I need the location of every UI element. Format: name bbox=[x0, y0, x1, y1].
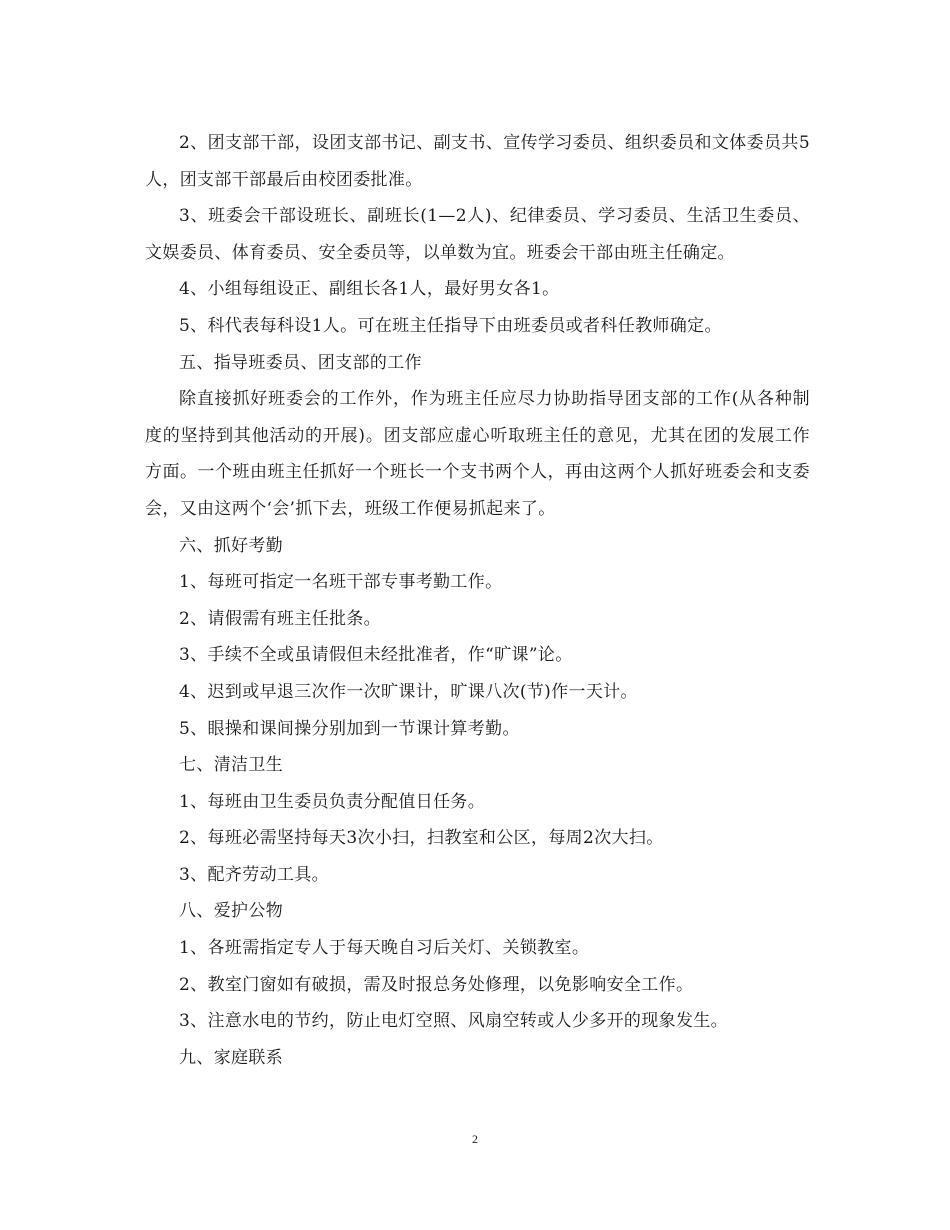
section-heading-cleaning: 七、清洁卫生 bbox=[179, 755, 284, 776]
paragraph-cleaning-2: 2、每班必需坚持每天3次小扫，扫教室和公区，每周2次大扫。 bbox=[179, 828, 664, 849]
paragraph-public-property-2: 2、教室门窗如有破损，需及时报总务处修理，以免影响安全工作。 bbox=[179, 974, 694, 995]
section-heading-guide-committees: 五、指导班委员、团支部的工作 bbox=[179, 352, 422, 373]
document-body bbox=[145, 125, 810, 1076]
paragraph-attendance-3: 3、手续不全或虽请假但未经批准者，作“旷课”论。 bbox=[179, 645, 573, 666]
paragraph-public-property-3: 3、注意水电的节约，防止电灯空照、风扇空转或人少多开的现象发生。 bbox=[179, 1011, 729, 1032]
paragraph-public-property-1: 1、各班需指定专人于每天晚自习后关灯、关锁教室。 bbox=[179, 938, 590, 959]
paragraph-attendance-1: 1、每班可指定一名班干部专事考勤工作。 bbox=[179, 572, 503, 593]
paragraph-attendance-5: 5、眼操和课间操分别加到一节课计算考勤。 bbox=[179, 718, 520, 739]
paragraph-attendance-2: 2、请假需有班主任批条。 bbox=[179, 608, 382, 629]
section-heading-family-contact: 九、家庭联系 bbox=[179, 1047, 284, 1068]
paragraph-team-branch-cadres: 2、团支部干部，设团支部书记、副支书、宣传学习委员、组织委员和文体委员共5人，团支部干部最后由校团委批准。 bbox=[145, 133, 810, 190]
paragraph-guide-committees-body: 除直接抓好班委会的工作外，作为班主任应尽力协助指导团支部的工作(从各种制度的坚持到其他活动的开展)。团支部应虚心听取班主任的意见，尤其在团的发展工作方面。一个班由班主任抓好一个班长一个支书两个人，再由这两个人抓好班委会和支委会，又由这两个‘会’抓下去，班级工作便易抓起来了。 bbox=[145, 389, 810, 519]
paragraph-cleaning-1: 1、每班由卫生委员负责分配值日任务。 bbox=[179, 791, 486, 812]
section-heading-public-property: 八、爱护公物 bbox=[179, 901, 284, 922]
paragraph-attendance-4: 4、迟到或早退三次作一次旷课计，旷课八次(节)作一天计。 bbox=[179, 681, 638, 702]
paragraph-cleaning-3: 3、配齐劳动工具。 bbox=[179, 864, 329, 885]
paragraph-group-leaders: 4、小组每组设正、副组长各1人，最好男女各1。 bbox=[179, 279, 560, 300]
page-number: 2 bbox=[472, 1132, 478, 1146]
paragraph-class-committee-cadres: 3、班委会干部设班长、副班长(1—2人)、纪律委员、学习委员、生活卫生委员、文娱委员、体育委员、安全委员等，以单数为宜。班委会干部由班主任确定。 bbox=[145, 206, 810, 263]
paragraph-subject-representatives: 5、科代表每科设1人。可在班主任指导下由班委员或者科任教师确定。 bbox=[179, 315, 722, 336]
section-heading-attendance: 六、抓好考勤 bbox=[179, 535, 284, 556]
